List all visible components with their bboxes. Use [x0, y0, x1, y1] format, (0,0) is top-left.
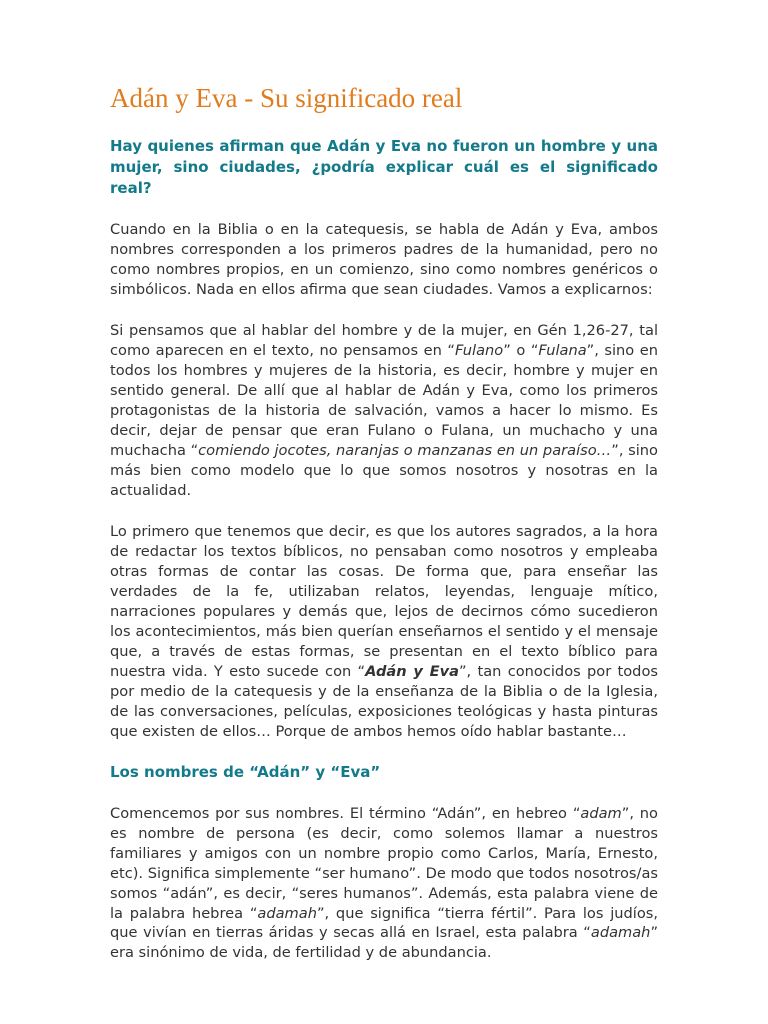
text-run: Si pensamos que al hablar del hombre y de la mujer, en Gén 1,26-27, tal como aparecen en el texto, no pensamos en “	[110, 322, 658, 360]
paragraph-4	[110, 804, 658, 964]
text-run: ”, tan conocidos por todos por medio de la catequesis y de la enseñanza de la Biblia o de la Iglesia, de las conversaciones, películas, exposiciones teológicas y hasta pinturas que existen de ellos… Porque de ambos hemos oído hablar bastante…	[110, 663, 658, 741]
italic-run: adamah	[590, 924, 651, 942]
italic-run: adamah	[257, 904, 317, 922]
section-heading: Los nombres de “Adán” y “Eva”	[110, 763, 381, 782]
italic-run: Fulano	[454, 342, 504, 360]
text-run: ” era sinónimo de vida, de fertilidad y de abundancia.	[110, 924, 658, 962]
text-run: ”, que significa “tierra fértil”. Para los judíos, que vivían en tierras áridas y secas allá en Israel, esta palabra “	[110, 904, 659, 942]
text-run: Lo primero que tenemos que decir, es que los autores sagrados, a la hora de redactar los textos bíblicos, no pensaban como nosotros y empleaba otras formas de contar las cosas. De forma que, para enseñar las verdades de la fe, utilizaban relatos, leyendas, lenguaje mítico, narraciones populares y demás que, lejos de decirnos cómo sucedieron los acontecimientos, más bien querían enseñarnos el sentido y el mensaje que, a través de estas formas, se presentan en el texto bíblico para nuestra vida. Y esto sucede con “	[110, 523, 658, 681]
text-run: Comencemos por sus nombres. El término “Adán”, en hebreo “	[110, 804, 581, 822]
bold-italic-run: Adán y Eva	[365, 663, 459, 681]
italic-run: adam	[580, 804, 622, 822]
text-run: ”, sino más bien como modelo que lo que somos nosotros y nosotras en la actualidad.	[110, 442, 658, 500]
article-lead-question: Hay quienes afirman que Adán y Eva no fueron un hombre y una mujer, sino ciudades, ¿podría explicar cuál es el significado real?	[110, 137, 658, 197]
paragraph-1: Cuando en la Biblia o en la catequesis, se habla de Adán y Eva, ambos nombres corresponden a los primeros padres de la humanidad, pero no como nombres propios, en un comienzo, sino como nombres genéricos o simbólicos. Nada en ellos afirma que sean ciudades. Vamos a explicarnos:	[110, 221, 658, 299]
text-run: ”, sino en todos los hombres y mujeres de la historia, es decir, hombre y mujer en sentido general. De allí que al hablar de Adán y Eva, como los primeros protagonistas de la historia de salvación, vamos a hacer lo mismo. Es decir, dejar de pensar que eran Fulano o Fulana, un muchacho y una muchacha “	[110, 342, 659, 460]
text-run: ”, no es nombre de persona (es decir, como solemos llamar a nuestros familiares y amigos con un nombre propio como Carlos, María, Ernesto, etc). Significa simplemente “ser humano”. De modo que todos nosotros/as somos “adán”, es decir, “seres humanos”. Además, esta palabra viene de la palabra hebrea “	[110, 804, 658, 922]
article-title: Adán y Eva - Su significado real	[110, 83, 463, 113]
text-run: ” o “	[503, 342, 539, 360]
italic-run: Fulana	[538, 342, 587, 360]
paragraph-3	[110, 522, 658, 742]
paragraph-2	[110, 321, 658, 501]
italic-run: comiendo jocotes, naranjas o manzanas en un paraíso…	[198, 442, 612, 460]
